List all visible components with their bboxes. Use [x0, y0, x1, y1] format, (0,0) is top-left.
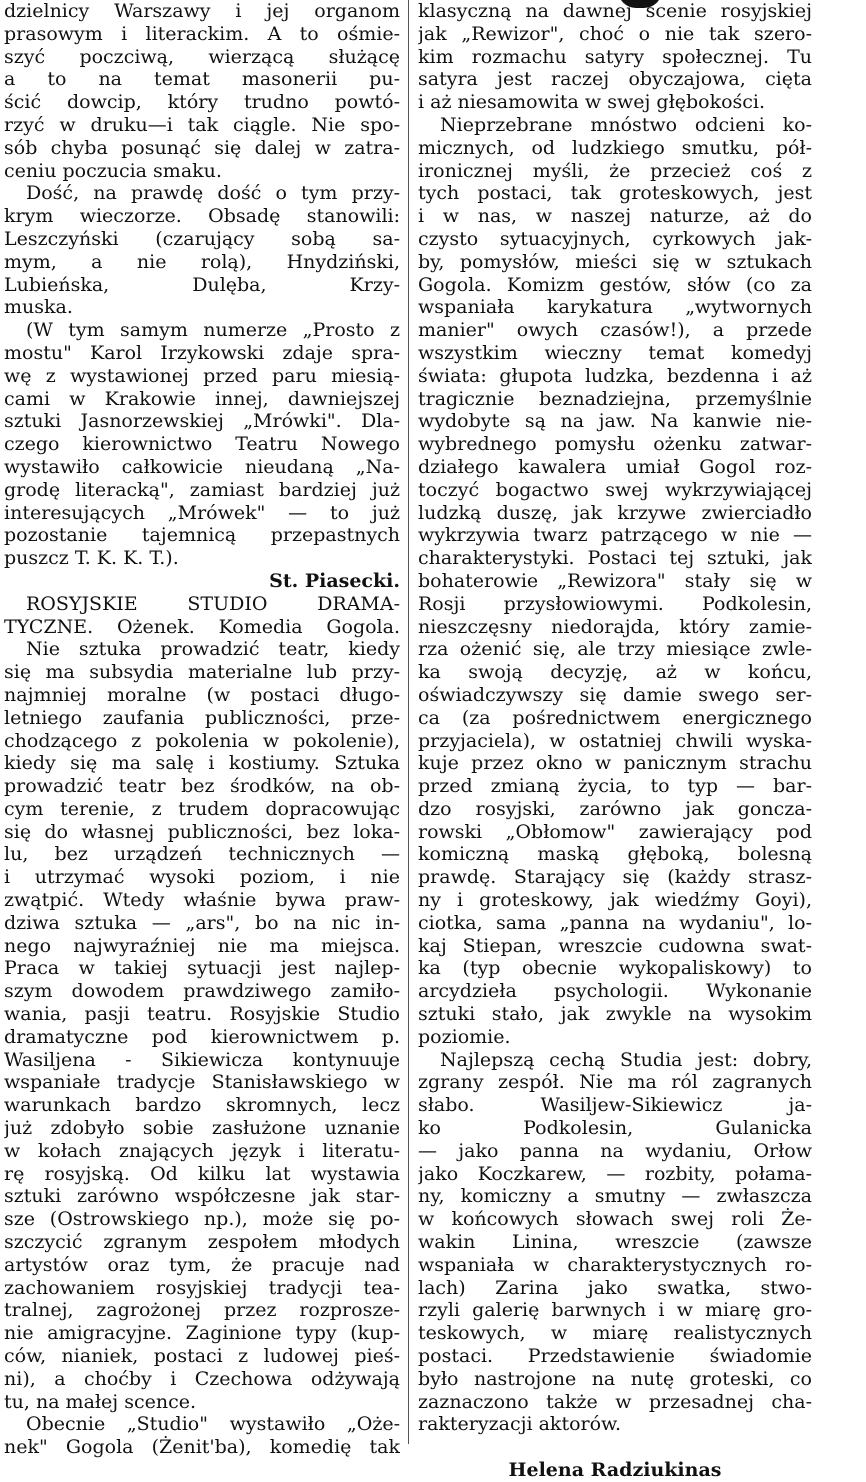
left-column-line: a to na temat masonerii pu- — [4, 68, 400, 91]
left-column-line: prasowym i literackim. A to ośmie- — [4, 22, 400, 45]
right-column-line: ka (typ obecnie wykopaliskowy) to — [418, 957, 812, 980]
right-column-line: działego kawalera umiał Gogol roz- — [418, 455, 812, 478]
left-column-line: Wasiljena - Sikiewicza kontynuuje — [4, 1048, 400, 1071]
right-column-line: rakteryzacji aktorów. — [418, 1413, 622, 1436]
left-column-line: lu, bez urządzeń technicznych — — [4, 843, 400, 866]
right-column-line: ko Podkolesin, Gulanicka — [418, 1117, 812, 1140]
left-column-line: kiedy się ma salę i kostiumy. Sztuka — [4, 752, 400, 775]
left-column-line: muska. — [4, 296, 73, 319]
right-column-line: ka swoją decyzję, aż w końcu, — [418, 661, 812, 684]
left-column-line: sztuki Jasnorzewskiej „Mrówki". Dla- — [4, 410, 400, 433]
left-column-line: sztuki zarówno współczesne jak star- — [4, 1185, 400, 1208]
left-column-line: szyć poczciwą, wierzącą służącę — [4, 45, 400, 68]
right-column-line: jako Koczkarew, — rozbity, połama- — [418, 1162, 812, 1185]
left-column-line: dramatyczne pod kierownictwem p. — [4, 1025, 400, 1048]
right-column-line: ciotka, sama „panna na wydaniu", lo- — [418, 911, 812, 934]
left-column-line: cami w Krakowie innej, dawniejszej — [4, 387, 400, 410]
right-column-line: kaj Stiepan, wreszcie cudowna swat- — [418, 934, 812, 957]
right-column-line: oświadczywszy się damie swego ser- — [418, 683, 812, 706]
right-column-line: bohaterowie „Rewizora" stały się w — [418, 569, 812, 592]
right-column-line: ludzką duszę, jak krzywe zwierciadło — [418, 501, 812, 524]
right-column-line: wykrzywia twarz patrzącego w nie — — [418, 524, 812, 547]
left-column-line: letniego zaufania publiczności, prze- — [4, 706, 400, 729]
left-column-line: tu, na małej scence. — [4, 1390, 197, 1413]
right-column-line: Gogola. Komizm gestów, słów (co za — [418, 273, 812, 296]
right-column-line: ca (za pośrednictwem energicznego — [418, 706, 812, 729]
left-column-line: tralnej, zagrożonej przez rozprosze- — [4, 1299, 400, 1322]
right-column-line: Najlepszą cechą Studia jest: dobry, — [440, 1048, 812, 1071]
left-column-line: zwątpić. Wtedy właśnie bywa praw- — [4, 889, 400, 912]
right-column-line: sztuki stało, jak zwykle na wysokim — [418, 1003, 812, 1026]
right-column-line: wszystkim wieczny temat komedyj — [418, 341, 812, 364]
left-column-line: czego kierownictwo Teatru Nowego — [4, 433, 400, 456]
left-column-line: artystów oraz tym, że pracuje nad — [4, 1253, 400, 1276]
right-column-line: arcydzieła psychologii. Wykonanie — [418, 980, 812, 1003]
left-column-line: ROSYJSKIE STUDIO DRAMA- — [26, 592, 400, 615]
right-column-line: komiczną maską głęboką, bolesną — [418, 843, 812, 866]
right-column-line: rowski „Obłomow" zawierający pod — [418, 820, 812, 843]
left-column-line: nie amigracyjne. Zaginione typy (kup- — [4, 1322, 400, 1345]
right-column-line: klasyczną na dawnej scenie rosyjskiej — [418, 0, 812, 22]
right-column-line: rzyli galerię barwnych i w miarę gro- — [418, 1299, 812, 1322]
left-column-line: Lubieńska, Dulęba, Krzy- — [4, 273, 400, 296]
right-column-line: charakterystyki. Postaci tej sztuki, jak — [418, 547, 812, 570]
left-column-line: wystawiło całkowicie nieudaną „Na- — [4, 455, 400, 478]
left-column-line: ceniu poczucia smaku. — [4, 159, 222, 182]
right-column-line: czysto sytuacyjnych, cyrkowych jak- — [418, 227, 812, 250]
left-column-line: (W tym samym numerze „Prosto z — [26, 319, 400, 342]
left-column-line: wę z wystawionej przed paru miesią- — [4, 364, 400, 387]
right-column-line: nieszczęsny niedorajda, który zamie- — [418, 615, 812, 638]
left-column-line: w kołach znających język i literatu- — [4, 1139, 400, 1162]
left-column-line: najmniej moralne (w postaci długo- — [4, 683, 400, 706]
right-column-line: manier" owych czasów!), a przede — [418, 319, 812, 342]
right-column-line: dzo rosyjski, zarówno jak goncza- — [418, 797, 812, 820]
right-column-line: wybrednego pomysłu ożenku zatwar- — [418, 433, 812, 456]
right-column-line: tych postaci, tak groteskowych, jest — [418, 182, 812, 205]
right-column-line: ny, komiczny a smutny — zwłaszcza — [418, 1185, 812, 1208]
right-column-line: Nieprzebrane mnóstwo odcieni ko- — [440, 113, 812, 136]
left-column-line: sób chyba posunąć się dalej w zatra- — [4, 136, 400, 159]
right-column-line: poziomie. — [418, 1025, 511, 1048]
left-column-line: puszcz T. K. K. T.). — [4, 547, 179, 570]
right-column-line: zgrany zespół. Nie ma ról zagranych — [418, 1071, 812, 1094]
right-column-line: ny i groteskowy, jak wiedźmy Goyi), — [418, 889, 812, 912]
left-column-line: ców, nianiek, postaci z ludowej pieś- — [4, 1345, 400, 1368]
right-column-line: wydobyte są na jaw. Na kanwie nie- — [418, 410, 812, 433]
right-column-line: ironicznej myśli, że przecież coś z — [418, 159, 812, 182]
right-column-line: kuje przez okno w panicznym strachu — [418, 752, 812, 775]
left-column-line: St. Piasecki. — [269, 569, 400, 592]
left-column-line: dziwa sztuka — „ars", bo na nic in- — [4, 911, 400, 934]
left-column-line: Praca w takiej sytuacji jest najlep- — [4, 957, 400, 980]
left-column-line: warunkach bardzo skromnych, lecz — [4, 1094, 400, 1117]
left-column-line: i utrzymać wysoki poziom, i nie — [4, 866, 400, 889]
right-column-line: rza ożenić się, ale trzy miesiące zwle- — [418, 638, 812, 661]
right-column-line: teskowych, w miarę realistycznych — [418, 1322, 812, 1345]
left-column-line: rę rosyjską. Od kilku lat wystawia — [4, 1162, 400, 1185]
left-column-line: nego najwyraźniej nie ma miejsca. — [4, 934, 400, 957]
left-column-line: już zdobyło sobie zasłużone uznanie — [4, 1117, 400, 1140]
right-column-line: świata: głupota ludzka, bezdenna i aż — [418, 364, 812, 387]
left-column-line: mym, a nie rolą), Hnydziński, — [4, 250, 400, 273]
left-column-line: dzielnicy Warszawy i jej organom — [4, 0, 400, 22]
left-column-line: się ma subsydia materialne lub przy- — [4, 661, 400, 684]
right-column-line: Rosji przysłowiowymi. Podkolesin, — [418, 592, 812, 615]
left-column-line: ścić dowcip, który trudno powtó- — [4, 91, 400, 114]
right-column-line — [418, 1436, 812, 1459]
right-column-line: tragicznie beznadziejna, przemyślnie — [418, 387, 812, 410]
right-column-line: jak „Rewizor", choć o nie tak szero- — [418, 22, 812, 45]
left-column — [4, 0, 400, 1459]
right-column-line: i w nas, w naszej naturze, aż do — [418, 205, 812, 228]
right-column-line: by, pomysłów, mieści się w sztukach — [418, 250, 812, 273]
left-column-line: szczycić zgranym zespołem młodych — [4, 1231, 400, 1254]
right-column-line: kim rozmachu satyry społecznej. Tu — [418, 45, 812, 68]
left-column-line: prowadzić teatr bez środków, na ob- — [4, 775, 400, 798]
right-column-line: zaznaczono także w przesadnej cha- — [418, 1390, 812, 1413]
right-column-line: lach) Zarina jako swatka, stwo- — [418, 1276, 812, 1299]
left-column-line: TYCZNE. Ożenek. Komedia Gogola. — [4, 615, 400, 638]
right-column-line: wspaniała karykatura „wytwornych — [418, 296, 812, 319]
right-column-line: w końcowych słowach swej roli Że- — [418, 1208, 812, 1231]
column-divider — [408, 0, 409, 1444]
right-column-line: przed zmianą życia, to typ — bar- — [418, 775, 812, 798]
left-column-line: zachowaniem rosyjskiej tradycji tea- — [4, 1276, 400, 1299]
left-column-line: chodzącego z pokolenia w pokolenie), — [4, 729, 400, 752]
right-column-line: było nastrojone na nutę groteski, co — [418, 1367, 812, 1390]
right-column-line: i aż niesamowita w swej głębokości. — [418, 91, 766, 114]
right-column-line: postaci. Przedstawienie świadomie — [418, 1345, 812, 1368]
right-column-line: wspaniała w charakterystycznych ro- — [418, 1253, 812, 1276]
left-column-line: pozostanie tajemnicą przepastnych — [4, 524, 400, 547]
right-column-line: wakin Linina, wreszcie (zawsze — [418, 1231, 812, 1254]
left-column-line: mostu" Karol Irzykowski zdaje spra- — [4, 341, 400, 364]
left-column-line: cym terenie, z trudem dopracowując — [4, 797, 400, 820]
right-column-line: prawdę. Starający się (każdy strasz- — [418, 866, 812, 889]
left-column-line: krym wieczorze. Obsadę stanowili: — [4, 205, 400, 228]
left-column-line: szym dowodem prawdziwego zamiło- — [4, 980, 400, 1003]
right-column-line: słabo. Wasiljew-Sikiewicz ja- — [418, 1094, 812, 1117]
right-column-line: — jako panna na wydaniu, Orłow — [418, 1139, 812, 1162]
left-column-line: Nie sztuka prowadzić teatr, kiedy — [26, 638, 400, 661]
left-column-line: ni), a choćby i Czechowa odżywają — [4, 1367, 400, 1390]
left-column-line: się do własnej publiczności, bez loka- — [4, 820, 400, 843]
left-column-line: interesujących „Mrówek" — to już — [4, 501, 400, 524]
left-column-line: nek" Gogola (Żenit'ba), komedię tak — [4, 1436, 400, 1459]
right-column-line: Helena Radziukinas — [508, 1459, 722, 1481]
left-column-line: wspaniałe tradycje Stanisławskiego w — [4, 1071, 400, 1094]
left-column-line: wania, pasji teatru. Rosyjskie Studio — [4, 1003, 400, 1026]
left-column-line: sze (Ostrowskiego np.), może się po- — [4, 1208, 400, 1231]
right-column-line: satyra jest raczej obyczajowa, cięta — [418, 68, 812, 91]
left-column-line: rzyć w druku—i tak ciągle. Nie spo- — [4, 113, 400, 136]
left-column-line: Dość, na prawdę dość o tym przy- — [26, 182, 400, 205]
left-column-line: Obecnie „Studio" wystawiło „Oże- — [26, 1413, 400, 1436]
left-column-line: Leszczyński (czarujący sobą sa- — [4, 227, 400, 250]
right-column-line: przyjaciela), w ostatniej chwili wyska- — [418, 729, 812, 752]
right-column — [418, 0, 812, 1482]
left-column-line: grodę literacką", zamiast bardziej już — [4, 478, 400, 501]
right-column-line: toczyć bogactwo swej wykrzywiającej — [418, 478, 812, 501]
right-column-line: micznych, od ludzkiego smutku, pół- — [418, 136, 812, 159]
